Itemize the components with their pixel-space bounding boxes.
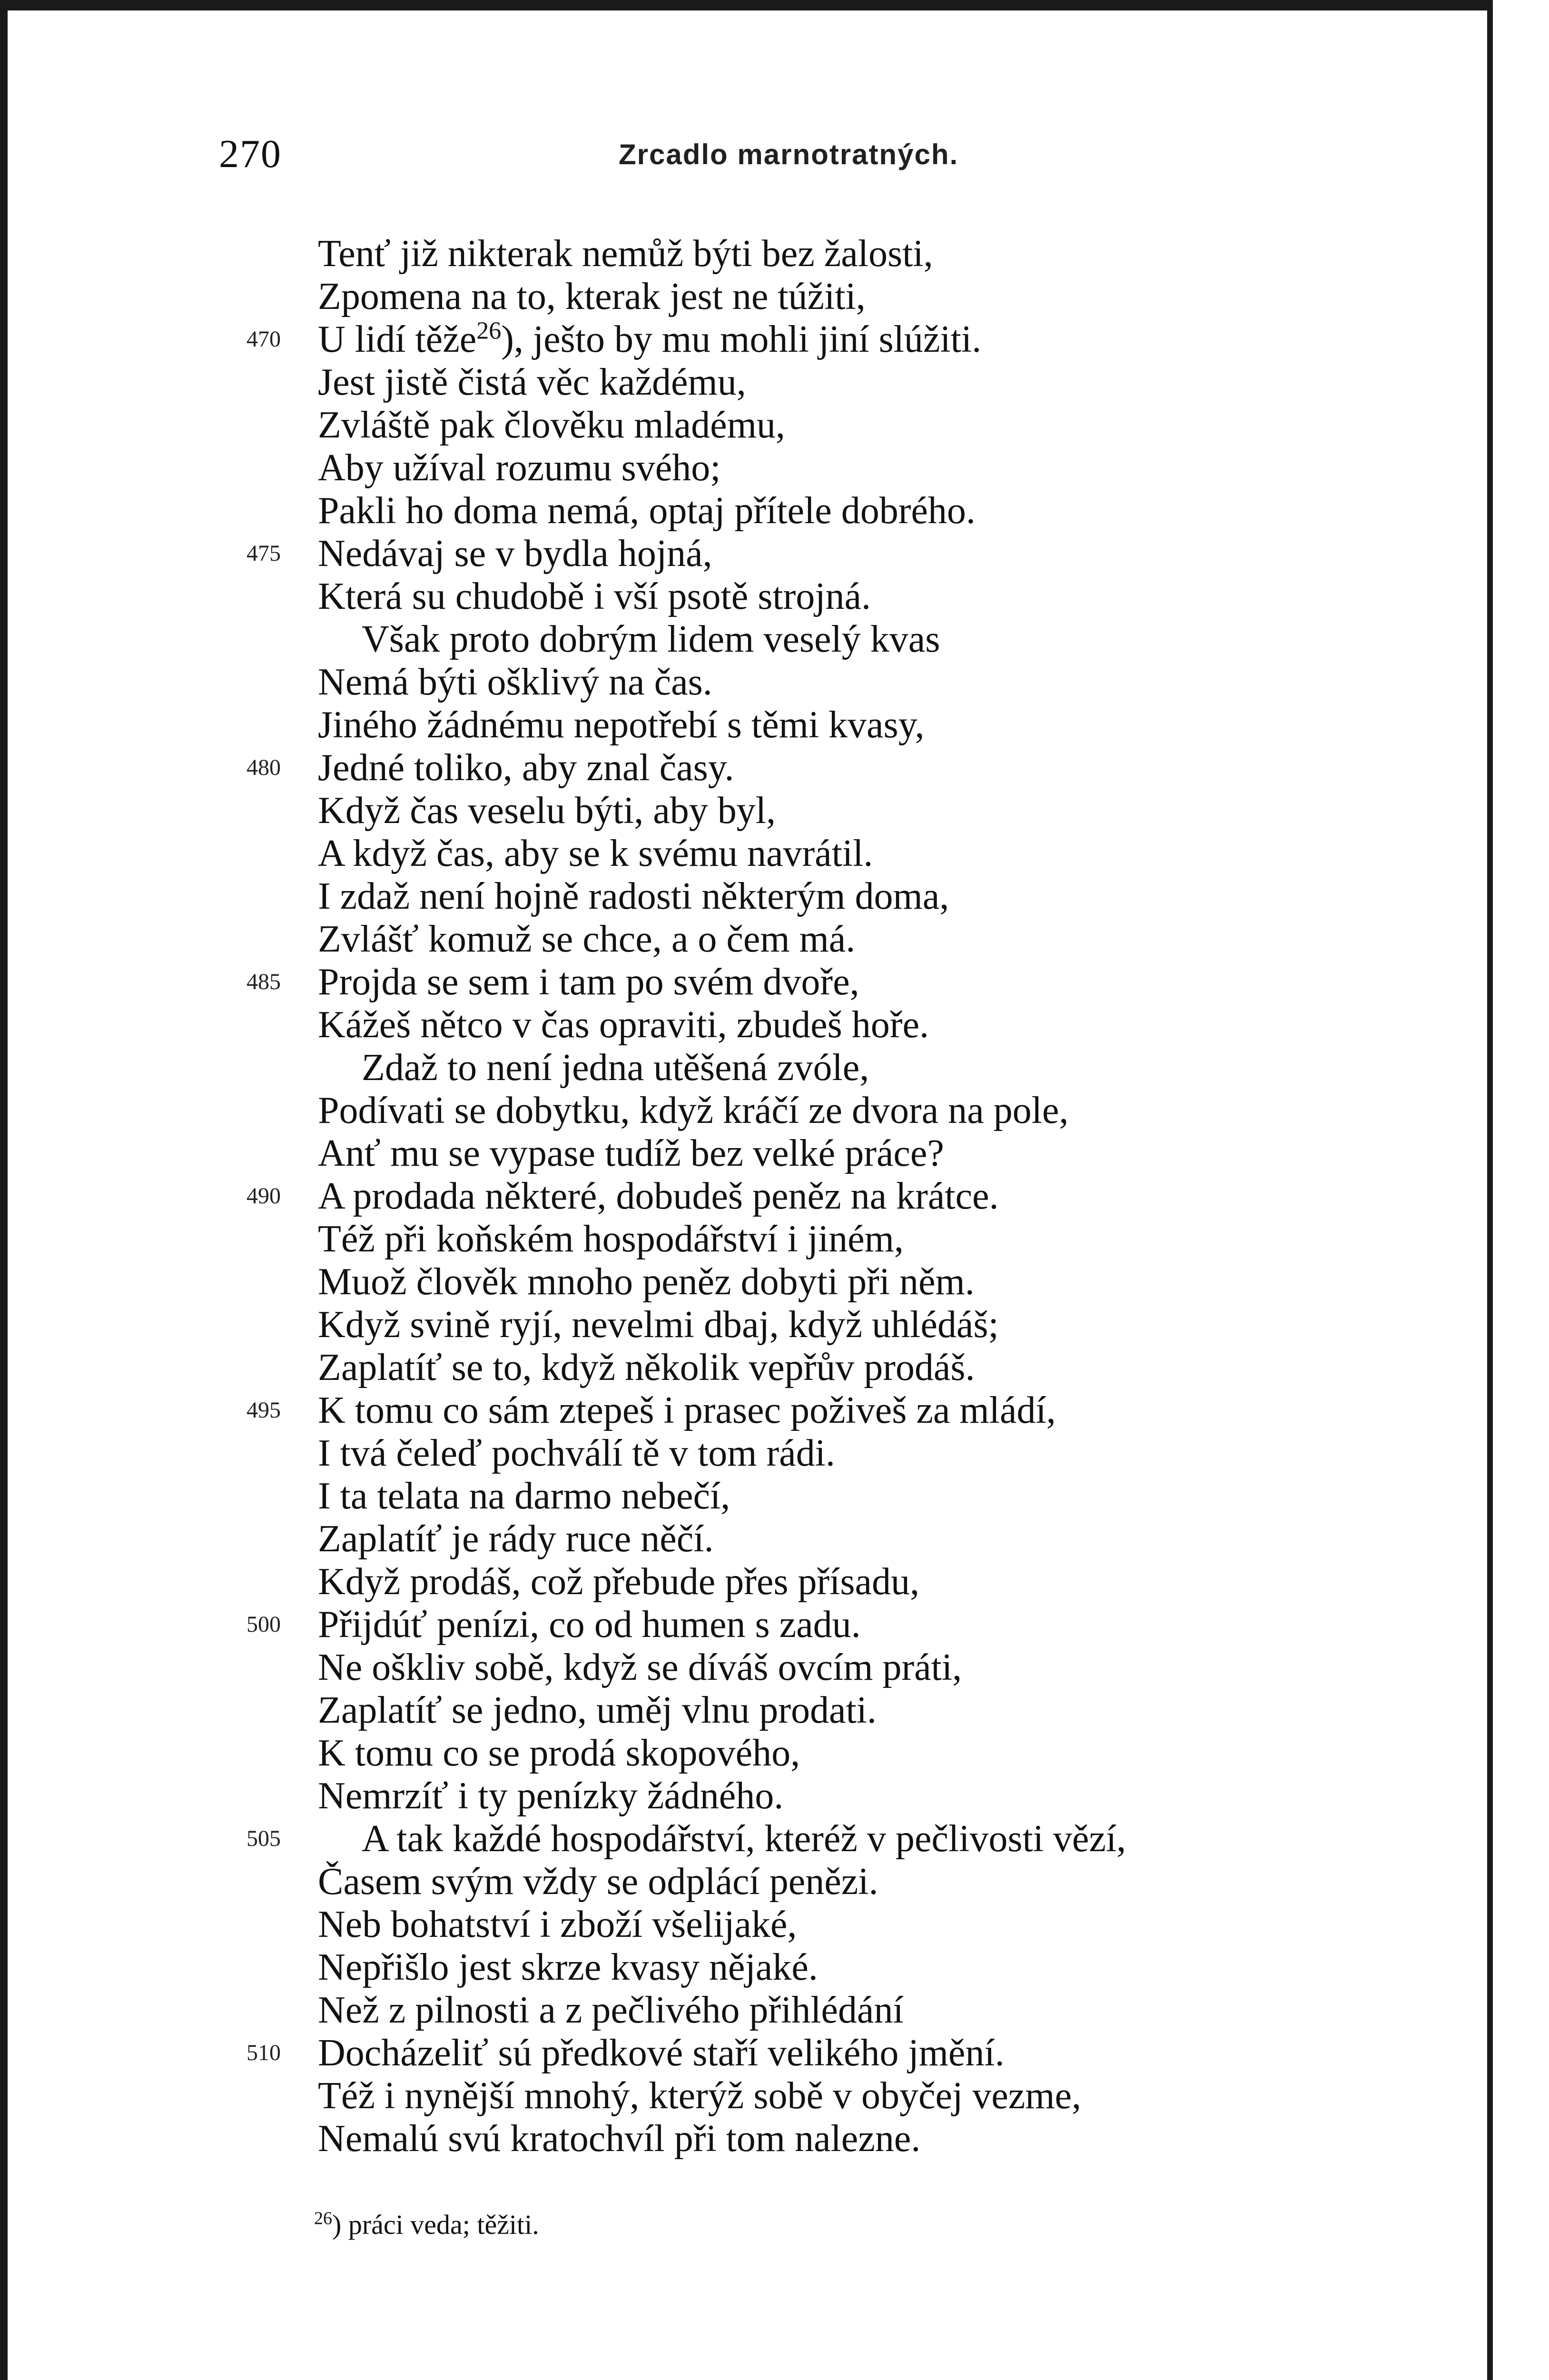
verse-line-text: Docházeliť sú předkové staří velikého jmění. [318, 2032, 1005, 2074]
verse-line-number: 490 [247, 1183, 281, 1209]
verse-line-text: Nemalú svú kratochvíl při tom nalezne. [318, 2118, 921, 2160]
verse-line [0, 618, 1475, 661]
verse-line [0, 404, 1475, 446]
verse-line [0, 1046, 1475, 1089]
verse-line-text: Než z pilnosti a z pečlivého přihlédání [318, 1989, 904, 2031]
verse-line-number: 500 [247, 1612, 281, 1637]
verse-line [0, 532, 1475, 575]
verse-line-text: I tvá čeleď pochválí tě v tom rádi. [318, 1432, 835, 1474]
verse-line-text: I ta telata na darmo nebečí, [318, 1475, 730, 1517]
verse-line [0, 2032, 1475, 2074]
verse-line-number: 505 [247, 1826, 281, 1851]
verse-line [0, 1175, 1475, 1218]
verse-line [0, 1560, 1475, 1603]
verse-line-number: 485 [247, 969, 281, 994]
verse-line-text: Jedné toliko, aby znal časy. [318, 747, 734, 789]
verse-line-text: Též i nynější mnohý, kterýž sobě v obyčej vezme, [318, 2075, 1081, 2117]
verse-line-number: 480 [247, 755, 281, 780]
verse-line-number: 470 [247, 327, 281, 352]
verse-line [0, 1132, 1475, 1175]
verse-line [0, 1860, 1475, 1903]
page-right-edge [1487, 0, 1549, 2380]
verse-line [0, 789, 1475, 832]
verse-line-number: 495 [247, 1398, 281, 1423]
verse-line [0, 318, 1475, 361]
verse-line-text: Jiného žádnému nepotřebí s těmi kvasy, [318, 704, 925, 746]
page-number: 270 [219, 132, 282, 176]
verse-line-number: 475 [247, 541, 281, 566]
verse-line [0, 1989, 1475, 2032]
verse-line [0, 1346, 1475, 1389]
verse-line [0, 1775, 1475, 1817]
verse-line [0, 2074, 1475, 2117]
verse-line-text: I zdaž není hojně radosti některým doma, [318, 875, 949, 917]
verse-line [0, 1218, 1475, 1260]
verse-line [0, 1389, 1475, 1432]
verse-line-text: A prodada některé, dobudeš peněz na krátce. [318, 1175, 999, 1217]
verse-line-text: Anť mu se vypase tudíž bez velké práce? [318, 1132, 944, 1174]
verse-line-text: Když svině ryjí, nevelmi dbaj, když uhlédáš; [318, 1304, 999, 1346]
verse-line-text: Muož člověk mnoho peněz dobyti při něm. [318, 1261, 975, 1303]
verse-line [0, 361, 1475, 404]
verse-line-text: Projda se sem i tam po svém dvoře, [318, 961, 859, 1003]
verse-line [0, 1946, 1475, 1989]
verse-line-text: Když prodáš, což přebude přes přísadu, [318, 1561, 920, 1603]
verse-text-before-note: U lidí těže [318, 318, 477, 360]
verse-line [0, 1517, 1475, 1560]
verse-line-text: Nepřišlo jest skrze kvasy nějaké. [318, 1946, 818, 1988]
verse-line [0, 1003, 1475, 1046]
verse-line-text: Zaplatíť se to, když několik vepřův prodáš. [318, 1347, 975, 1388]
verse-line-text: Zvláště pak člověku mladému, [318, 404, 785, 446]
verse-line [0, 575, 1475, 618]
verse-line-text: Nemrzíť i ty penízky žádného. [318, 1775, 784, 1817]
verse-line [0, 704, 1475, 746]
verse-line [0, 1689, 1475, 1732]
verse-block [0, 232, 1475, 2160]
verse-line-text: A když čas, aby se k svému navrátil. [318, 833, 873, 874]
verse-line-text: Pakli ho doma nemá, optaj přítele dobrého. [318, 490, 976, 532]
verse-line [0, 1089, 1475, 1132]
verse-line-text: Zvlášť komuž se chce, a o čem má. [318, 918, 856, 960]
verse-line [0, 1603, 1475, 1646]
verse-line-text: Když čas veselu býti, aby byl, [318, 790, 776, 832]
verse-line-text: Zaplatíť se jedno, uměj vlnu prodati. [318, 1689, 877, 1731]
verse-line [0, 961, 1475, 1003]
verse-line [0, 1732, 1475, 1775]
verse-line-text: Aby užíval rozumu svého; [318, 447, 721, 489]
verse-line-text: Neb bohatství i zboží všelijaké, [318, 1904, 797, 1945]
footnote [314, 2209, 539, 2241]
verse-line [0, 1817, 1475, 1860]
verse-line [0, 1475, 1475, 1517]
verse-line-text: Nemá býti ošklivý na čas. [318, 661, 712, 703]
running-title: Zrcadlo marnotratných. [619, 139, 959, 170]
verse-line-text: A tak každé hospodářství, kteréž v pečlivosti vězí, [362, 1818, 1126, 1860]
verse-line-text: Zaplatíť je rády ruce něčí. [318, 1518, 714, 1560]
footnote-text: ) práci veda; těžiti. [332, 2209, 539, 2240]
verse-line-text: Kážeš nětco v čas opraviti, zbudeš hoře. [318, 1004, 929, 1046]
verse-line-text: Zpomena na to, kterak jest ne túžiti, [318, 276, 866, 317]
verse-line-text: Též při koňském hospodářství i jiném, [318, 1218, 904, 1260]
verse-line [0, 875, 1475, 918]
verse-line-text: Časem svým vždy se odplácí penězi. [318, 1861, 878, 1903]
footnote-reference: 26 [476, 317, 502, 345]
verse-line-text: K tomu co sám ztepeš i prasec poživeš za mládí, [318, 1389, 1056, 1431]
verse-line [0, 1646, 1475, 1689]
verse-line [0, 1432, 1475, 1475]
verse-line-text: Tenť již nikterak nemůž býti bez žalosti, [318, 233, 933, 275]
verse-line [0, 746, 1475, 789]
verse-text-after-note: ), ješto by mu mohli jiní slúžiti. [501, 318, 982, 360]
verse-line-text: Však proto dobrým lidem veselý kvas [362, 618, 940, 660]
verse-line-text: Podívati se dobytku, když kráčí ze dvora na pole, [318, 1090, 1069, 1131]
verse-line [0, 446, 1475, 489]
verse-line-text: Jest jistě čistá věc každému, [318, 361, 746, 403]
verse-line [0, 489, 1475, 532]
verse-line [0, 918, 1475, 961]
verse-line-text: Která su chudobě i vší psotě strojná. [318, 575, 871, 617]
verse-line [0, 661, 1475, 704]
verse-line-text: Zdaž to není jedna utěšená zvóle, [362, 1047, 869, 1089]
verse-line [0, 275, 1475, 318]
verse-line-number: 510 [247, 2040, 281, 2065]
verse-line-text [318, 318, 981, 361]
verse-line [0, 832, 1475, 875]
verse-line [0, 232, 1475, 275]
verse-line [0, 2117, 1475, 2160]
verse-line-text: K tomu co se prodá skopového, [318, 1732, 800, 1774]
footnote-mark: 26 [314, 2208, 332, 2229]
verse-line [0, 1303, 1475, 1346]
verse-line-text: Ne oškliv sobě, když se díváš ovcím práti, [318, 1646, 962, 1688]
verse-line [0, 1903, 1475, 1946]
verse-line-text: Přijdúť penízi, co od humen s zadu. [318, 1604, 861, 1646]
verse-line [0, 1260, 1475, 1303]
verse-line-text: Nedávaj se v bydla hojná, [318, 533, 712, 575]
